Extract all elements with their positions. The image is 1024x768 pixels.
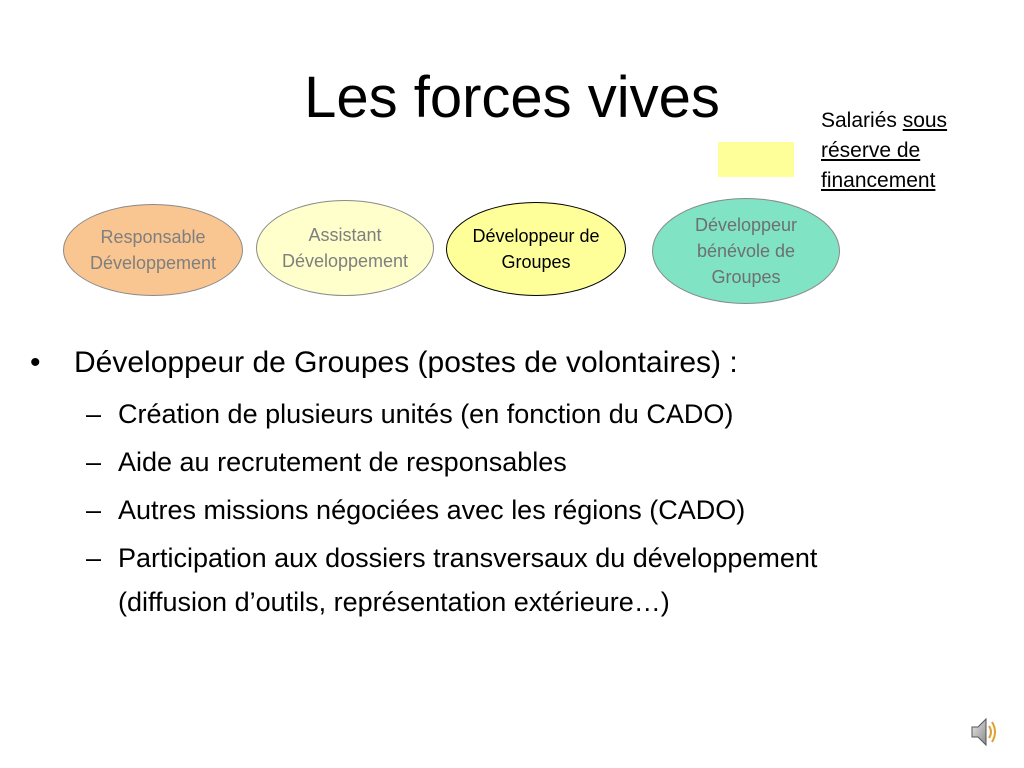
dash-marker: – bbox=[86, 399, 102, 429]
role-label-line2: Développement bbox=[281, 251, 409, 271]
role-label-line2: bénévole de bbox=[696, 241, 796, 261]
main-bullet bbox=[30, 338, 990, 388]
dash-marker: – bbox=[86, 447, 102, 477]
legend-text bbox=[821, 106, 1011, 196]
role-label-line2: Développement bbox=[89, 253, 217, 273]
bullet-marker: • bbox=[30, 346, 41, 379]
legend-swatch bbox=[718, 142, 794, 177]
sub-bullet-list bbox=[30, 392, 990, 624]
sub-bullet bbox=[30, 440, 990, 484]
role-developpeur-benevole bbox=[652, 198, 840, 304]
role-label-line2: Groupes bbox=[501, 252, 571, 272]
dash-marker: – bbox=[86, 543, 102, 573]
sub-bullet-text: Participation aux dossiers transversaux du développement (diffusion d’outils, représentation extérieure…) bbox=[118, 543, 818, 617]
bullet-list bbox=[30, 338, 990, 624]
role-label-line1: Responsable bbox=[100, 227, 206, 247]
role-label-line1: Assistant bbox=[308, 225, 382, 245]
sub-bullet-text: Aide au recrutement de responsables bbox=[118, 447, 567, 477]
role-assistant-developpement bbox=[256, 200, 434, 296]
sub-bullet bbox=[30, 488, 990, 532]
legend-text-plain: Salariés bbox=[821, 109, 903, 132]
sub-bullet-text: Création de plusieurs unités (en fonction du CADO) bbox=[118, 399, 734, 429]
role-label-line1: Développeur bbox=[694, 215, 798, 235]
role-developpeur-de-groupes bbox=[446, 202, 626, 296]
sub-bullet bbox=[30, 392, 990, 436]
role-label-line3: Groupes bbox=[711, 267, 781, 287]
legend-text-underlined-1: sous bbox=[902, 109, 948, 132]
legend-text-underlined-2: réserve de bbox=[821, 139, 921, 162]
role-label-line1: Développeur de bbox=[472, 226, 600, 246]
role-responsable-developpement bbox=[63, 204, 243, 296]
legend-text-underlined-3: financement bbox=[821, 169, 936, 192]
sub-bullet bbox=[30, 536, 990, 624]
main-bullet-text: Développeur de Groupes (postes de volontaires) : bbox=[74, 346, 738, 379]
speaker-icon[interactable] bbox=[970, 714, 998, 750]
dash-marker: – bbox=[86, 495, 102, 525]
sub-bullet-text: Autres missions négociées avec les régions (CADO) bbox=[118, 495, 746, 525]
slide-title: Les forces vives bbox=[304, 65, 720, 130]
